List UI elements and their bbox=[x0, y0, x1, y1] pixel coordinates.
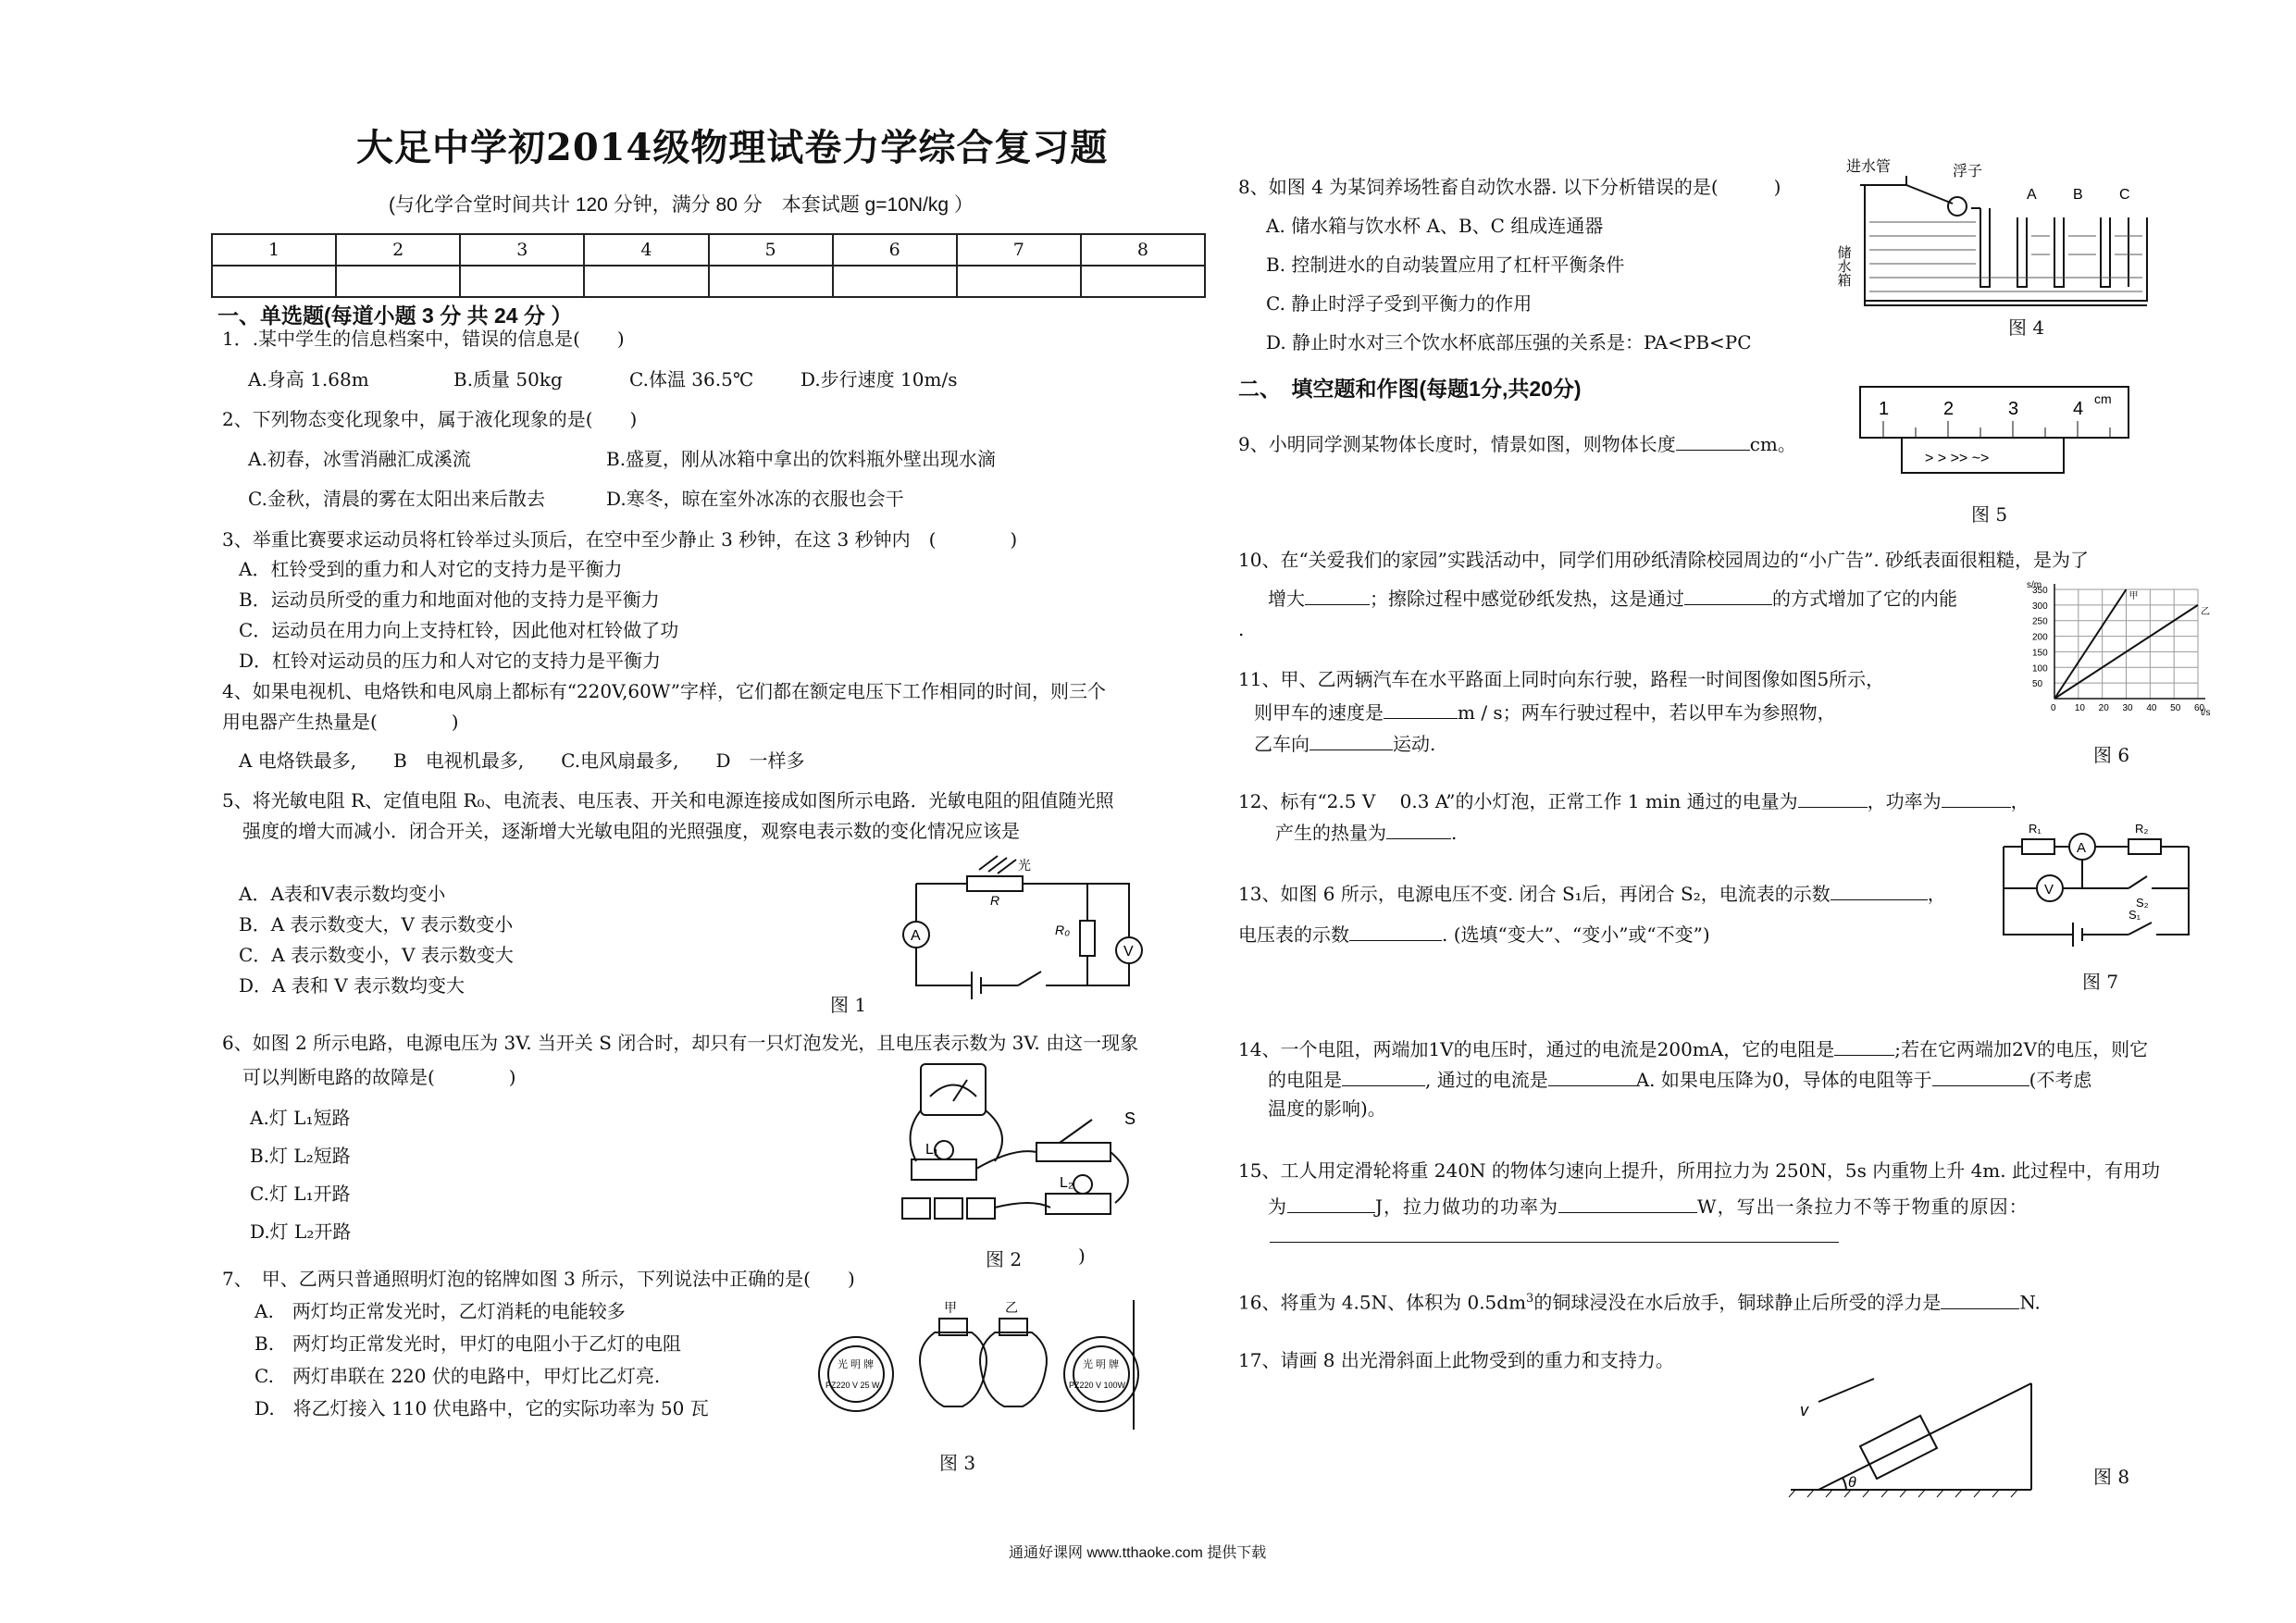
q6-option-c: C.灯 L₁开路 bbox=[250, 1183, 351, 1205]
q10-line2 bbox=[1268, 586, 1957, 610]
q12-line2 bbox=[1275, 820, 1457, 844]
q16-text-a: 16、将重为 4.5N、体积为 0.5dm bbox=[1238, 1291, 1527, 1314]
fig7-r1-label: R₁ bbox=[2029, 822, 2042, 836]
fig3-yi-label: 乙 bbox=[1005, 1300, 1018, 1315]
score-cell[interactable] bbox=[1081, 266, 1205, 297]
score-cell[interactable] bbox=[584, 266, 708, 297]
x-tick-label: 50 bbox=[2170, 703, 2181, 713]
fig1-ammeter-label: A bbox=[911, 928, 921, 944]
q5-stem-line2: 强度的增大而减小．闭合开关，逐渐增大光敏电阻的光照强度，观察电表示数的变化情况应该是 bbox=[242, 820, 1020, 842]
q3-stem: 3、举重比赛要求运动员将杠铃举过头顶后，在空中至少静止 3 秒钟，在这 3 秒钟内 ( ) bbox=[222, 528, 1018, 551]
figure-8-incline bbox=[1781, 1374, 2059, 1499]
ruler-object-marks: > > >> ~> bbox=[1925, 451, 1990, 466]
q3-option-d: D．杠铃对运动员的压力和人对它的支持力是平衡力 bbox=[239, 650, 662, 672]
q16-text-c: N. bbox=[2019, 1291, 2041, 1314]
q9-stem: 9、小明同学测某物体长度时，情景如图，则物体长度 bbox=[1238, 433, 1676, 455]
q8-option-b: B. 控制进水的自动装置应用了杠杆平衡条件 bbox=[1266, 254, 1625, 276]
q2-option-b: B.盛夏，刚从冰箱中拿出的饮料瓶外壁出现水滴 bbox=[606, 448, 997, 470]
q7-option-c: C. 两灯串联在 220 伏的电路中，甲灯比乙灯亮. bbox=[254, 1365, 661, 1387]
fig1-r0-label: R₀ bbox=[1055, 923, 1071, 937]
fig4-tank-label: 储水箱 bbox=[1835, 245, 1852, 287]
q1-option-d: D.步行速度 10m/s bbox=[800, 368, 958, 390]
fig2-l2-label: L₂ bbox=[1060, 1175, 1074, 1191]
score-header: 6 bbox=[833, 234, 957, 266]
q15-blank-1[interactable] bbox=[1287, 1194, 1375, 1213]
fig4-b-label: B bbox=[2073, 187, 2083, 203]
q14-text-a: 14、一个电阻，两端加1V的电压时，通过的电流是200mA，它的电阻是 bbox=[1238, 1038, 1835, 1060]
q9-line bbox=[1238, 431, 1796, 455]
q15-text-a: 为 bbox=[1268, 1196, 1287, 1218]
q9-unit: cm。 bbox=[1749, 433, 1796, 455]
figure-1-caption: 图 1 bbox=[830, 994, 867, 1016]
score-header: 2 bbox=[336, 234, 460, 266]
q6-stem-line2: 可以判断电路的故障是( ) bbox=[242, 1066, 516, 1088]
score-header: 8 bbox=[1081, 234, 1205, 266]
q2-option-c: C.金秋，清晨的雾在太阳出来后散去 bbox=[248, 488, 545, 510]
page-footer: 通通好课网 www.tthaoke.com 提供下载 bbox=[1009, 1545, 1267, 1561]
score-header: 5 bbox=[709, 234, 833, 266]
q8-option-a: A. 储水箱与饮水杯 A、B、C 组成连通器 bbox=[1266, 215, 1604, 237]
q14-text-b: ;若在它两端加2V的电压，则它 bbox=[1894, 1038, 2149, 1060]
fig7-s1-label: S₁ bbox=[2128, 908, 2141, 922]
q12-text-d: 产生的热量为 bbox=[1275, 822, 1386, 844]
ruler-label-1: 1 bbox=[1879, 399, 1890, 419]
q10-text-b: ；擦除过程中感觉砂纸发热，这是通过 bbox=[1370, 588, 1684, 610]
score-header: 1 bbox=[212, 234, 336, 266]
fig1-r-label: R bbox=[990, 893, 1000, 908]
figure-1-circuit bbox=[888, 851, 1157, 1004]
fig7-voltmeter-label: V bbox=[2044, 882, 2054, 898]
q16-line bbox=[1238, 1288, 2041, 1314]
q2-option-d: D.寒冬，晾在室外冰冻的衣服也会干 bbox=[606, 488, 904, 510]
score-cell[interactable] bbox=[460, 266, 584, 297]
q12-text-c: ， bbox=[2010, 790, 2029, 812]
fig3-jia-label: 甲 bbox=[944, 1300, 957, 1315]
figure-2-apparatus bbox=[893, 1059, 1161, 1231]
q14-blank-3[interactable] bbox=[1548, 1067, 1636, 1086]
q15-line2 bbox=[1268, 1194, 2029, 1218]
q5-option-b: B．A 表示数变大，V 表示数变小 bbox=[239, 913, 514, 935]
fig8-v-label: v bbox=[1800, 1401, 1808, 1419]
q14-line3: 温度的影响)。 bbox=[1268, 1097, 1386, 1120]
q15-blank-2[interactable] bbox=[1558, 1194, 1697, 1213]
q2-option-a: A.初春，冰雪消融汇成溪流 bbox=[248, 448, 471, 470]
figure-5-ruler bbox=[1855, 379, 2133, 481]
q3-option-b: B．运动员所受的重力和地面对他的支持力是平衡力 bbox=[239, 588, 660, 611]
x-tick-label: 40 bbox=[2146, 703, 2157, 713]
q8-stem: 8、如图 4 为某饲养场牲畜自动饮水器. 以下分析错误的是( ) bbox=[1238, 176, 1781, 198]
st-chart-ylabel: s/m bbox=[2027, 580, 2042, 590]
page-title: 大足中学初2014级物理试卷力学综合复习题 bbox=[356, 126, 1109, 169]
figure-6-caption: 图 6 bbox=[2093, 744, 2130, 766]
score-cell[interactable] bbox=[212, 266, 336, 297]
fig2-switch-label: S bbox=[1124, 1109, 1136, 1128]
q8-option-c: C. 静止时浮子受到平衡力的作用 bbox=[1266, 292, 1533, 315]
q10-line3: . bbox=[1238, 618, 1245, 640]
q15-line1: 15、工人用定滑轮将重 240N 的物体匀速向上提升，所用拉力为 250N，5s 内重物上升 4m. 此过程中，有用功 bbox=[1238, 1159, 2160, 1182]
q5-stem-line1: 5、将光敏电阻 R、定值电阻 R₀、电流表、电压表、开关和电源连接成如图所示电路．光敏电阻的阻值随光照 bbox=[222, 789, 1114, 812]
fig7-r2-label: R₂ bbox=[2135, 822, 2149, 836]
q9-blank[interactable] bbox=[1676, 431, 1750, 451]
fig7-s2-label: S₂ bbox=[2136, 896, 2149, 910]
q14-blank-2[interactable] bbox=[1342, 1067, 1425, 1086]
y-tick-label: 250 bbox=[2032, 616, 2048, 627]
figure-7-circuit bbox=[1999, 819, 2193, 948]
figure-5-caption: 图 5 bbox=[1971, 503, 2008, 526]
q1-stem: 1．.某中学生的信息档案中，错误的信息是( ) bbox=[222, 328, 625, 350]
x-tick-label: 10 bbox=[2074, 703, 2085, 713]
fig3-brand-2: 光 明 牌 bbox=[1083, 1359, 1120, 1370]
q7-option-a: A. 两灯均正常发光时，乙灯消耗的电能较多 bbox=[254, 1300, 626, 1322]
score-header-row bbox=[212, 234, 1205, 266]
q12-line1 bbox=[1238, 788, 2029, 812]
q12-text-b: ，功率为 bbox=[1867, 790, 1942, 812]
q13-blank-2[interactable] bbox=[1349, 922, 1442, 941]
score-header: 3 bbox=[460, 234, 584, 266]
score-answer-row bbox=[212, 266, 1205, 297]
x-tick-label: 60 bbox=[2194, 703, 2205, 713]
ruler-label-2: 2 bbox=[1943, 399, 1955, 419]
q16-superscript: 3 bbox=[1526, 1292, 1534, 1306]
q13-text-a: 13、如图 6 所示，电源电压不变. 闭合 S₁后，再闭合 S₂，电流表的示数 bbox=[1238, 883, 1831, 905]
q1-option-a: A.身高 1.68m bbox=[248, 368, 369, 390]
ruler-label-3: 3 bbox=[2008, 399, 2019, 419]
q3-option-a: A．杠铃受到的重力和人对它的支持力是平衡力 bbox=[239, 558, 623, 580]
y-tick-label: 300 bbox=[2032, 601, 2048, 612]
q16-blank[interactable] bbox=[1941, 1290, 2019, 1309]
y-tick-label: 350 bbox=[2032, 586, 2048, 596]
fig2-l1-label: L₁ bbox=[925, 1142, 939, 1158]
figure-4-water-tank bbox=[1835, 153, 2156, 315]
score-cell[interactable] bbox=[957, 266, 1081, 297]
q15-text-b: J，拉力做功的功率为 bbox=[1375, 1196, 1559, 1218]
q4-stem-line1: 4、如果电视机、电烙铁和电风扇上都标有“220V,60W”字样，它们都在额定电压下工作相同的时间，则三个 bbox=[222, 680, 1107, 702]
q10-line1: 10、在“关爱我们的家园”实践活动中，同学们用砂纸清除校园周边的“小广告”. 砂纸表面很粗糙，是为了 bbox=[1238, 549, 2090, 571]
score-header: 4 bbox=[584, 234, 708, 266]
q1-option-c: C.体温 36.5℃ bbox=[629, 368, 754, 390]
q11-text-a: 则甲车的速度是 bbox=[1254, 701, 1384, 724]
page-subtitle: (与化学合堂时间共计 120 分钟，满分 80 分 本套试题 g=10N/kg ） bbox=[389, 194, 974, 216]
q6-stem-line1: 6、如图 2 所示电路，电源电压为 3V. 当开关 S 闭合时，却只有一只灯泡发光，且电压表示数为 3V. 由这一现象 bbox=[222, 1032, 1139, 1054]
section-heading-1: 一、单选题(每道小题 3 分 共 24 分 ） bbox=[217, 304, 573, 328]
q13-text-b: ， bbox=[1927, 883, 1946, 905]
q10-text-a: 增大 bbox=[1268, 588, 1305, 610]
q11-line3 bbox=[1254, 731, 1435, 755]
series-label-yi: 乙 bbox=[2201, 606, 2210, 617]
x-tick-label: 0 bbox=[2051, 703, 2056, 713]
q17-line: 17、请画 8 出光滑斜面上此物受到的重力和支持力。 bbox=[1238, 1349, 1674, 1371]
figure-8-caption: 图 8 bbox=[2093, 1466, 2130, 1488]
q14-blank-4[interactable] bbox=[1932, 1067, 2029, 1086]
q12-blank-3[interactable] bbox=[1386, 820, 1451, 839]
q11-text-d: 运动. bbox=[1393, 733, 1436, 755]
q5-option-c: C．A 表示数变小，V 表示数变大 bbox=[239, 944, 514, 966]
x-tick-label: 30 bbox=[2122, 703, 2133, 713]
q7-option-b: B. 两灯均正常发光时，甲灯的电阻小于乙灯的电阻 bbox=[254, 1332, 682, 1355]
q14-text-c: 的电阻是 bbox=[1268, 1069, 1342, 1091]
q12-text-a: 12、标有“2.5 V 0.3 A”的小灯泡，正常工作 1 min 通过的电量为 bbox=[1238, 790, 1798, 812]
q11-line1: 11、甲、乙两辆汽车在水平路面上同时向东行驶，路程一时间图像如图5所示， bbox=[1238, 668, 1885, 690]
q6-option-b: B.灯 L₂短路 bbox=[250, 1145, 351, 1167]
score-cell[interactable] bbox=[833, 266, 957, 297]
score-header: 7 bbox=[957, 234, 1081, 266]
y-tick-label: 50 bbox=[2032, 679, 2043, 690]
x-tick-label: 20 bbox=[2098, 703, 2109, 713]
figure-2-caption-tail: ) bbox=[1078, 1245, 1086, 1267]
q13-line2 bbox=[1238, 922, 1710, 946]
q15-blank-3[interactable] bbox=[1270, 1242, 1839, 1243]
q7-option-d: D. 将乙灯接入 110 伏电路中，它的实际功率为 50 瓦 bbox=[254, 1397, 709, 1419]
figure-6-st-chart bbox=[2027, 578, 2221, 717]
y-tick-label: 100 bbox=[2032, 663, 2048, 675]
q14-line1 bbox=[1238, 1036, 2148, 1060]
st-chart-series bbox=[2054, 589, 2210, 699]
q14-text-f: (不考虑 bbox=[2029, 1069, 2092, 1091]
score-table bbox=[211, 233, 1206, 298]
series-label-jia: 甲 bbox=[2128, 591, 2139, 601]
figure-7-caption: 图 7 bbox=[2082, 971, 2119, 993]
section-heading-2: 二、 填空题和作图(每题1分,共20分) bbox=[1238, 377, 1582, 401]
fig4-pipe-label: 进水管 bbox=[1846, 159, 1892, 175]
score-cell[interactable] bbox=[336, 266, 460, 297]
q12-blank-2[interactable] bbox=[1942, 788, 2011, 808]
q3-option-c: C．运动员在用力向上支持杠铃，因此他对杠铃做了功 bbox=[239, 619, 679, 641]
q2-stem: 2、下列物态变化现象中，属于液化现象的是( ) bbox=[222, 408, 638, 430]
q14-line2 bbox=[1268, 1067, 2091, 1091]
fig4-c-label: C bbox=[2119, 187, 2130, 203]
q16-text-b: 的铜球浸没在水后放手，铜球静止后所受的浮力是 bbox=[1533, 1291, 1942, 1314]
q14-text-d: , 通过的电流是 bbox=[1425, 1069, 1548, 1091]
q5-option-a: A．A表和V表示数均变小 bbox=[239, 883, 446, 905]
fig7-ammeter-label: A bbox=[2077, 840, 2087, 856]
q15-text-c: W，写出一条拉力不等于物重的原因： bbox=[1697, 1196, 2029, 1218]
q8-option-d: D. 静止时水对三个饮水杯底部压强的关系是：PA<PB<PC bbox=[1266, 331, 1752, 353]
q13-blank-1[interactable] bbox=[1831, 881, 1928, 900]
q4-options: A 电烙铁最多, B 电视机最多, C.电风扇最多, D 一样多 bbox=[239, 750, 805, 772]
q4-stem-line2: 用电器产生热量是( ) bbox=[222, 711, 459, 733]
q11-line2 bbox=[1254, 700, 1836, 724]
fig3-plate-2: PZ220 V 100W bbox=[1069, 1381, 1126, 1390]
q13-text-d: . (选填“变大”、“变小”或“不变”) bbox=[1442, 923, 1710, 946]
st-chart-xlabel: t/s bbox=[2201, 708, 2211, 718]
q6-option-d: D.灯 L₂开路 bbox=[250, 1220, 352, 1243]
q14-blank-1[interactable] bbox=[1834, 1036, 1894, 1056]
ruler-label-4: 4 bbox=[2073, 399, 2084, 419]
figure-4-caption: 图 4 bbox=[2008, 316, 2045, 339]
q5-option-d: D．A 表和 V 表示数均变大 bbox=[239, 974, 465, 997]
fig3-brand-1: 光 明 牌 bbox=[838, 1359, 875, 1370]
fig4-float-label: 浮子 bbox=[1953, 164, 1983, 180]
q14-text-e: A. 如果电压降为0，导体的电阻等于 bbox=[1635, 1069, 1932, 1091]
ruler-unit: cm bbox=[2094, 391, 2112, 406]
fig1-voltmeter-label: V bbox=[1123, 944, 1134, 960]
q6-option-a: A.灯 L₁短路 bbox=[250, 1107, 351, 1129]
y-tick-label: 200 bbox=[2032, 632, 2048, 643]
q1-option-b: B.质量 50kg bbox=[453, 368, 563, 390]
st-chart-grid bbox=[2054, 589, 2198, 699]
q12-blank-1[interactable] bbox=[1798, 788, 1868, 808]
q11-text-b: m / s；两车行驶过程中，若以甲车为参照物， bbox=[1458, 701, 1836, 724]
q10-blank-1[interactable] bbox=[1305, 586, 1370, 605]
q11-blank-1[interactable] bbox=[1384, 700, 1458, 719]
figure-2-caption: 图 2 bbox=[986, 1248, 1023, 1270]
figure-3-caption: 图 3 bbox=[939, 1452, 976, 1474]
q11-blank-2[interactable] bbox=[1309, 731, 1393, 750]
q12-text-e: . bbox=[1451, 822, 1458, 844]
q10-blank-2[interactable] bbox=[1684, 586, 1772, 605]
q13-line1 bbox=[1238, 881, 1946, 905]
fig4-a-label: A bbox=[2027, 187, 2037, 203]
q10-text-c: 的方式增加了它的内能 bbox=[1772, 588, 1957, 610]
figure-3-bulbs bbox=[805, 1295, 1148, 1434]
fig3-plate-1: PZ220 V 25 W bbox=[825, 1381, 880, 1390]
q7-stem: 7、 甲、乙两只普通照明灯泡的铭牌如图 3 所示，下列说法中正确的是( ) bbox=[222, 1268, 855, 1290]
fig1-light-label: 光 bbox=[1018, 858, 1031, 873]
fig8-theta-label: θ bbox=[1848, 1475, 1856, 1491]
series-line-jia bbox=[2054, 589, 2127, 699]
score-cell[interactable] bbox=[709, 266, 833, 297]
y-tick-label: 150 bbox=[2032, 648, 2048, 659]
q11-text-c: 乙车向 bbox=[1254, 733, 1309, 755]
q13-text-c: 电压表的示数 bbox=[1238, 923, 1349, 946]
